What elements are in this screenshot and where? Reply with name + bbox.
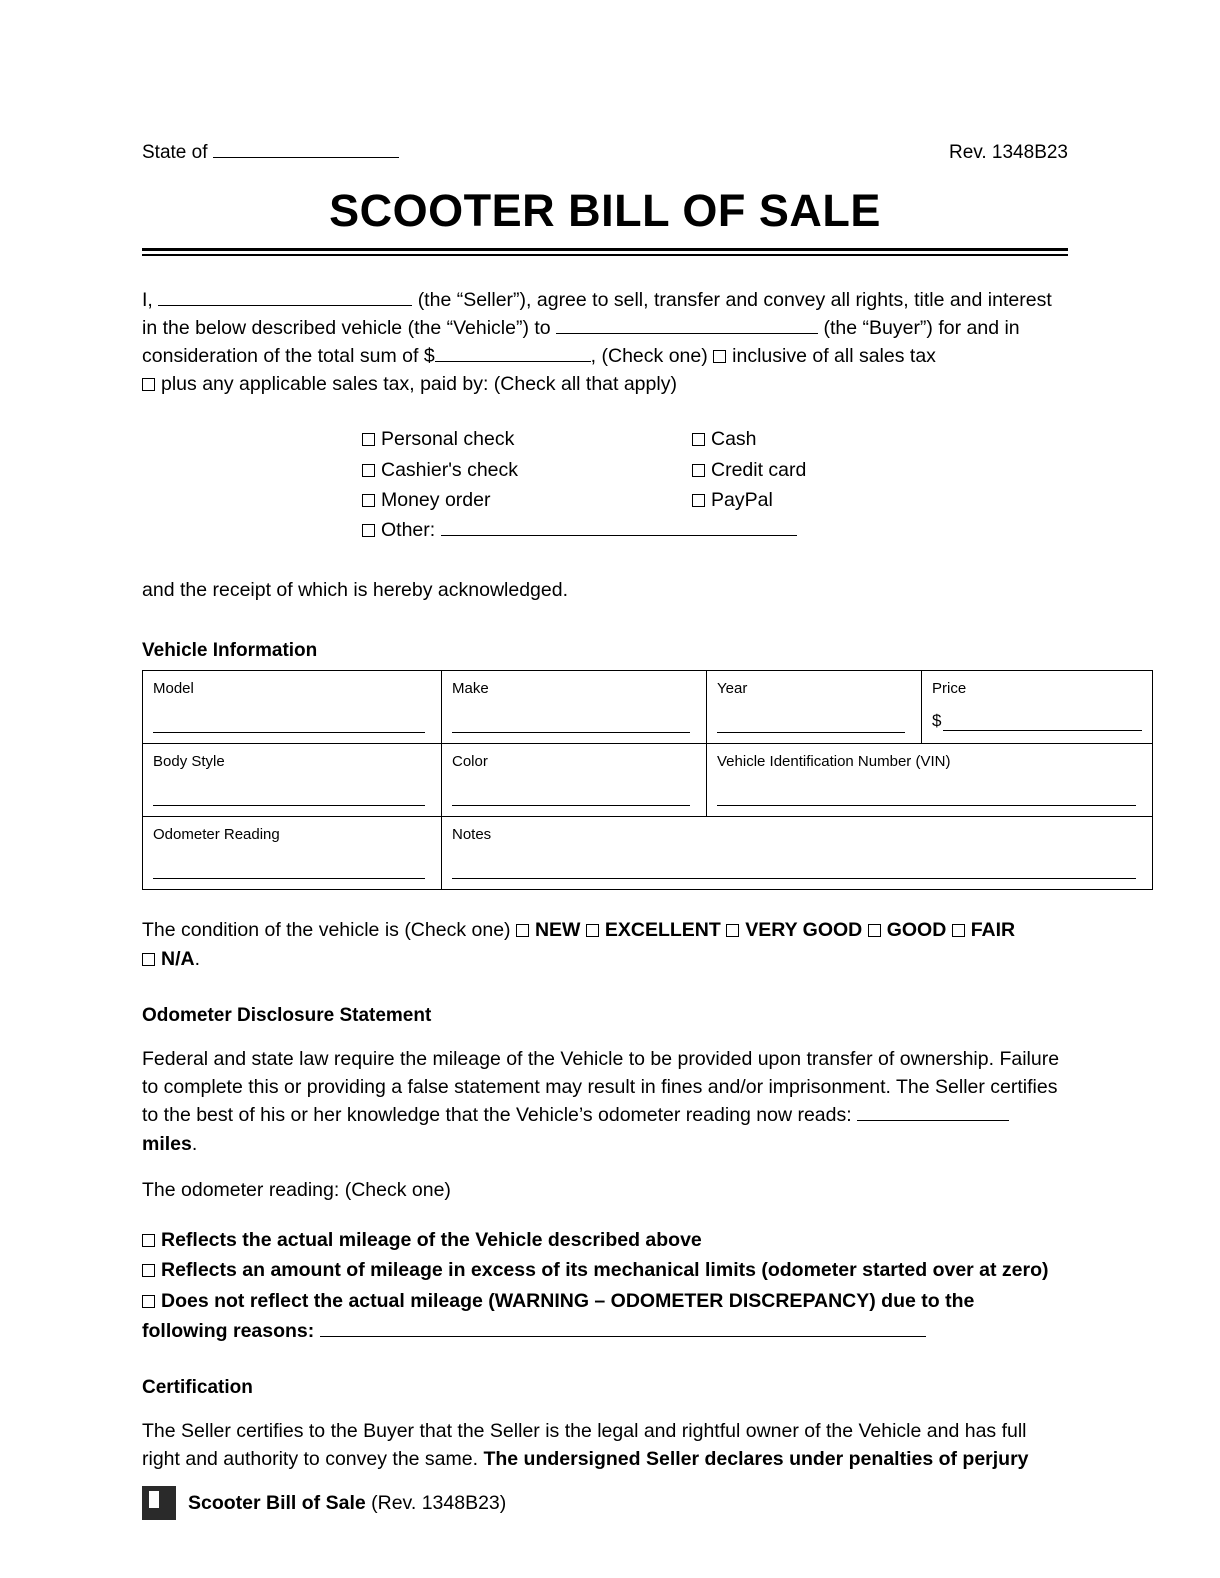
checkbox-plus-tax[interactable] xyxy=(142,378,155,391)
field-input-line[interactable] xyxy=(153,783,425,806)
odometer-option-discrepancy[interactable] xyxy=(142,1287,1068,1315)
field-input-line[interactable] xyxy=(452,710,690,733)
revision-number: Rev. 1348B23 xyxy=(948,142,1068,163)
payment-option[interactable] xyxy=(362,485,692,515)
payment-option[interactable] xyxy=(692,455,806,485)
odometer-disclosure-body xyxy=(142,1045,1068,1158)
document-footer xyxy=(142,1486,506,1520)
checkbox-paypal[interactable] xyxy=(692,494,705,507)
field-label: Odometer Reading xyxy=(153,826,280,844)
checkbox-condition-very-good[interactable] xyxy=(726,924,739,937)
payment-row xyxy=(362,485,1068,515)
table-row xyxy=(143,744,1153,817)
footer-title: Scooter Bill of Sale xyxy=(188,1491,366,1514)
payment-option[interactable] xyxy=(362,424,692,454)
odometer-period: . xyxy=(191,1132,198,1155)
document-header xyxy=(142,140,1068,165)
odometer-option-label: Does not reflect the actual mileage (WARNING – ODOMETER DISCREPANCY) due to the xyxy=(161,1289,975,1312)
intro-part5: inclusive of all sales tax xyxy=(732,345,936,368)
intro-part4: , (Check one) xyxy=(590,345,708,368)
certification-text: The Seller certifies to the Buyer that the Seller is the legal and rightful owner of the Vehicle and has full right and authority to convey the same. xyxy=(142,1420,1027,1471)
cell-make[interactable] xyxy=(442,671,707,744)
checkbox-cashiers-check[interactable] xyxy=(362,464,375,477)
checkbox-other[interactable] xyxy=(362,524,375,537)
footer-label xyxy=(188,1492,506,1515)
cell-vin[interactable] xyxy=(707,744,1153,817)
odometer-disclosure-text: Federal and state law require the mileage of the Vehicle to be provided upon transfer of ownership. Failure to complete this or providing a false statement may result in fines and/or imprisonment. The Seller certifies to the best of his or her knowledge that the Vehicle’s odometer reading now reads: xyxy=(142,1047,1060,1127)
payment-label: Cash xyxy=(711,428,757,451)
odometer-option-label: Reflects the actual mileage of the Vehicle described above xyxy=(161,1229,702,1252)
checkbox-condition-excellent[interactable] xyxy=(586,924,599,937)
payment-row-other xyxy=(362,515,1068,545)
field-input-line[interactable] xyxy=(452,856,1136,879)
condition-label-very-good: VERY GOOD xyxy=(745,919,863,942)
payment-option[interactable] xyxy=(692,485,773,515)
checkbox-odometer-actual[interactable] xyxy=(142,1234,155,1247)
condition-label-good: GOOD xyxy=(886,919,947,942)
certification-heading: Certification xyxy=(142,1377,253,1399)
payment-row xyxy=(362,424,1068,454)
cell-notes[interactable] xyxy=(442,817,1153,890)
condition-period: . xyxy=(194,947,201,970)
legal-templates-logo-icon xyxy=(142,1486,176,1520)
cell-odometer-reading[interactable] xyxy=(143,817,442,890)
odometer-miles-blank[interactable] xyxy=(857,1103,1009,1121)
odometer-option-excess[interactable] xyxy=(142,1256,1068,1284)
payment-label: Cashier's check xyxy=(381,458,519,481)
odometer-disclosure-heading: Odometer Disclosure Statement xyxy=(142,1004,432,1026)
other-payment-blank[interactable] xyxy=(441,518,797,536)
intro-part6: plus any applicable sales tax, paid by: (Check all that apply) xyxy=(161,373,677,396)
intro-paragraph xyxy=(142,286,1068,398)
odometer-reasons-blank[interactable] xyxy=(320,1319,926,1337)
payment-label: Personal check xyxy=(381,428,515,451)
currency-symbol: $ xyxy=(932,710,942,730)
odometer-miles-unit: miles xyxy=(142,1132,192,1155)
odometer-options xyxy=(142,1226,1068,1345)
cell-model[interactable] xyxy=(143,671,442,744)
checkbox-condition-na[interactable] xyxy=(142,953,155,966)
field-label: Body Style xyxy=(153,753,225,771)
field-input-line[interactable] xyxy=(153,856,425,879)
payment-label: PayPal xyxy=(711,488,773,511)
field-label: Vehicle Identification Number (VIN) xyxy=(717,753,951,771)
payment-label: Money order xyxy=(381,488,491,511)
footer-revision: (Rev. 1348B23) xyxy=(371,1491,507,1514)
seller-name-blank[interactable] xyxy=(158,288,412,306)
certification-bold-text: The undersigned Seller declares under penalties of perjury xyxy=(483,1448,1029,1471)
odometer-check-lead: The odometer reading: (Check one) xyxy=(142,1178,451,1201)
intro-part3: (the “Buyer”) for and in consideration of the total sum of $ xyxy=(142,317,1020,368)
odometer-option-label: Reflects an amount of mileage in excess of its mechanical limits (odometer started over at zero) xyxy=(161,1259,1049,1282)
vehicle-information-heading: Vehicle Information xyxy=(142,640,318,662)
table-row xyxy=(143,817,1153,890)
price-input[interactable] xyxy=(932,710,1142,731)
title-divider xyxy=(142,248,1068,256)
receipt-acknowledgement: and the receipt of which is hereby acknowledged. xyxy=(142,579,569,602)
page-title: SCOOTER BILL OF SALE xyxy=(329,184,881,236)
field-label: Color xyxy=(452,753,488,771)
field-input-line[interactable] xyxy=(153,710,425,733)
odometer-option-actual[interactable] xyxy=(142,1226,1068,1254)
condition-lead: The condition of the vehicle is (Check one) xyxy=(142,919,511,942)
state-of-field xyxy=(142,140,399,165)
condition-label-fair: FAIR xyxy=(970,919,1016,942)
field-label: Notes xyxy=(452,826,492,844)
intro-part1: I, xyxy=(142,289,153,312)
field-input-line[interactable] xyxy=(943,710,1142,731)
field-input-line[interactable] xyxy=(717,783,1136,806)
checkbox-condition-new[interactable] xyxy=(516,924,529,937)
odometer-reasons xyxy=(142,1317,1068,1345)
state-of-label: State of xyxy=(142,142,208,163)
payment-methods xyxy=(142,424,1068,545)
table-row xyxy=(143,671,1153,744)
payment-label: Credit card xyxy=(711,458,807,481)
payment-row xyxy=(362,455,1068,485)
field-label: Model xyxy=(153,680,194,698)
checkbox-money-order[interactable] xyxy=(362,494,375,507)
condition-label-excellent: EXCELLENT xyxy=(604,919,721,942)
total-sum-blank[interactable] xyxy=(435,344,591,362)
buyer-name-blank[interactable] xyxy=(556,316,818,334)
vehicle-condition xyxy=(142,916,1068,973)
field-input-line[interactable] xyxy=(452,783,690,806)
condition-label-na: N/A xyxy=(161,947,195,970)
field-label: Make xyxy=(452,680,489,698)
certification-body xyxy=(142,1417,1068,1474)
checkbox-inclusive-tax[interactable] xyxy=(713,350,726,363)
payment-label-other: Other: xyxy=(381,519,436,542)
checkbox-cash[interactable] xyxy=(692,433,705,446)
checkbox-personal-check[interactable] xyxy=(362,433,375,446)
condition-label-new: NEW xyxy=(534,919,581,942)
vehicle-information-table xyxy=(142,670,1153,890)
payment-option-other[interactable] xyxy=(362,515,797,545)
cell-color[interactable] xyxy=(442,744,707,817)
cell-price[interactable] xyxy=(922,671,1153,744)
payment-option[interactable] xyxy=(362,455,692,485)
cell-body-style[interactable] xyxy=(143,744,442,817)
field-input-line[interactable] xyxy=(717,710,905,733)
checkbox-odometer-excess[interactable] xyxy=(142,1264,155,1277)
checkbox-condition-good[interactable] xyxy=(868,924,881,937)
cell-year[interactable] xyxy=(707,671,922,744)
payment-option[interactable] xyxy=(692,424,757,454)
checkbox-credit-card[interactable] xyxy=(692,464,705,477)
field-label: Price xyxy=(932,680,967,698)
field-label: Year xyxy=(717,680,748,698)
odometer-reasons-label: following reasons: xyxy=(142,1319,315,1342)
state-blank-line[interactable] xyxy=(213,140,399,158)
checkbox-odometer-discrepancy[interactable] xyxy=(142,1295,155,1308)
intro-part2: (the “Seller”), agree to sell, transfer and convey all rights, title and interest in the below described vehicle (the “Vehicle”) to xyxy=(142,289,1052,340)
checkbox-condition-fair[interactable] xyxy=(952,924,965,937)
